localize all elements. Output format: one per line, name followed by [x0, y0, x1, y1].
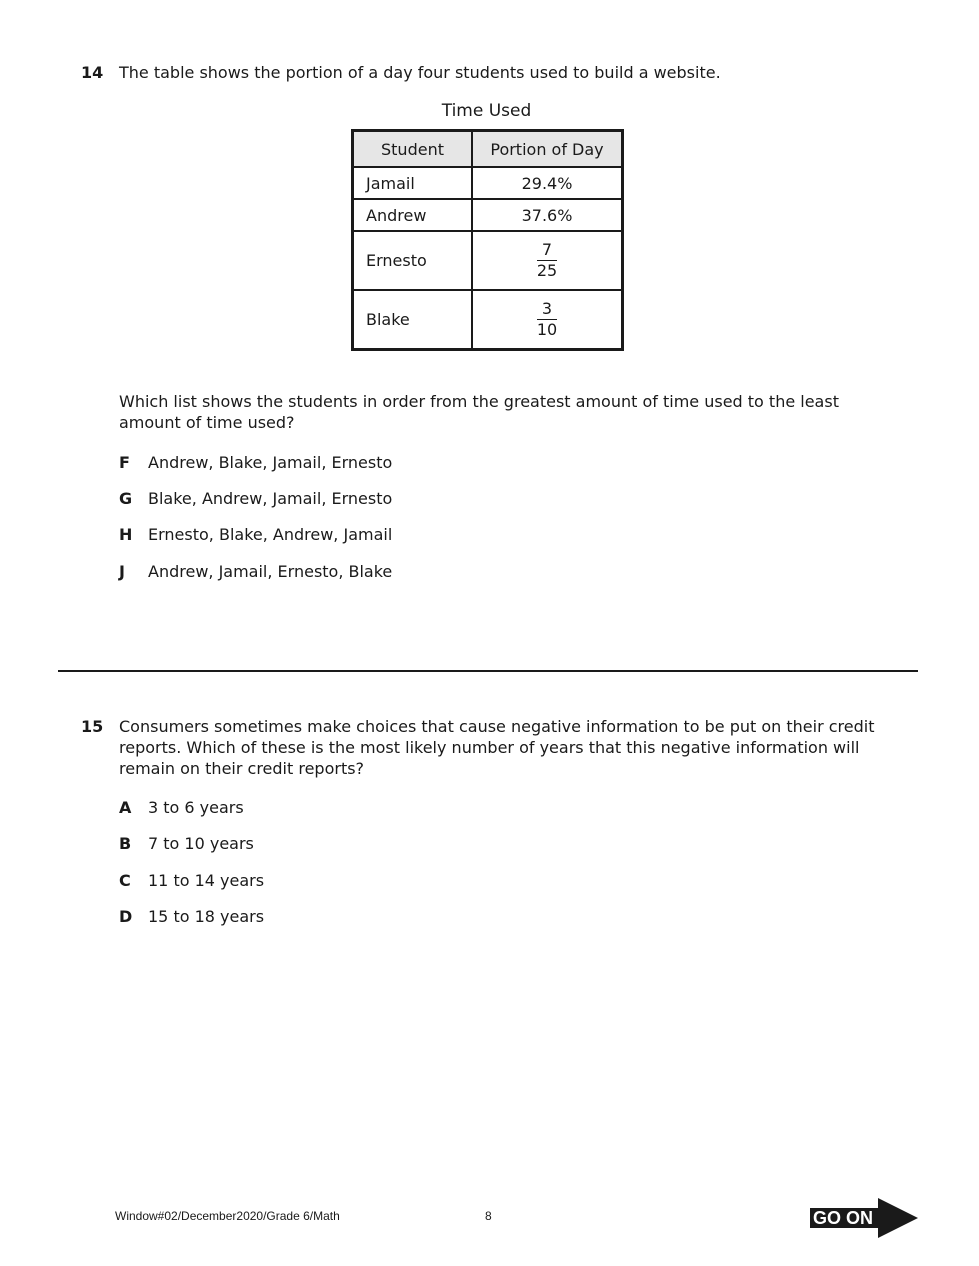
answer-choice-c[interactable] — [119, 870, 264, 891]
fraction-numerator: 3 — [537, 299, 557, 320]
question-14-number: 14 — [81, 63, 104, 82]
choice-letter: D — [119, 907, 133, 926]
choice-text: Ernesto, Blake, Andrew, Jamail — [148, 525, 393, 544]
fraction — [537, 240, 557, 281]
student-name: Ernesto — [353, 231, 473, 290]
question-14-stem: The table shows the portion of a day four students used to build a website. — [119, 63, 721, 82]
choice-text: 11 to 14 years — [148, 871, 265, 890]
page-number: 8 — [485, 1209, 492, 1223]
fraction-numerator: 7 — [537, 240, 557, 261]
fraction-denominator: 10 — [536, 319, 558, 339]
portion-fraction — [472, 290, 623, 349]
question-15-stem-line-3: remain on their credit reports? — [119, 759, 365, 778]
student-name: Andrew — [353, 199, 473, 231]
fraction — [537, 299, 557, 340]
footer-source: Window#02/December2020/Grade 6/Math — [115, 1209, 340, 1223]
go-on-arrow — [810, 1198, 920, 1238]
table-row — [353, 167, 623, 199]
student-name: Blake — [353, 290, 473, 349]
choice-letter: A — [119, 798, 132, 817]
answer-choice-a[interactable] — [119, 797, 244, 818]
choice-text: 3 to 6 years — [148, 798, 244, 817]
header-portion: Portion of Day — [472, 131, 623, 168]
answer-choice-d[interactable] — [119, 906, 264, 927]
table-row — [353, 199, 623, 231]
table-header-row — [353, 131, 623, 168]
choice-text: 15 to 18 years — [148, 907, 265, 926]
portion-value: 37.6% — [472, 199, 623, 231]
question-14-prompt-line-2: amount of time used? — [119, 413, 295, 432]
student-name: Jamail — [353, 167, 473, 199]
time-used-table — [351, 129, 624, 351]
table-row — [353, 231, 623, 290]
table-row — [353, 290, 623, 349]
choice-letter: G — [119, 489, 133, 508]
choice-letter: C — [119, 871, 131, 890]
answer-choice-h[interactable] — [119, 524, 392, 545]
choice-text: Blake, Andrew, Jamail, Ernesto — [148, 489, 393, 508]
answer-choice-b[interactable] — [119, 833, 254, 854]
table-title: Time Used — [441, 101, 532, 121]
question-15-stem-line-2: reports. Which of these is the most likely number of years that this negative information will — [119, 738, 860, 757]
choice-letter: H — [119, 525, 133, 544]
portion-value: 29.4% — [472, 167, 623, 199]
choice-letter: J — [119, 562, 125, 581]
choice-letter: F — [119, 453, 130, 472]
choice-text: Andrew, Blake, Jamail, Ernesto — [148, 453, 393, 472]
question-14-prompt-line-1: Which list shows the students in order from the greatest amount of time used to the least — [119, 392, 839, 411]
answer-choice-f[interactable] — [119, 452, 392, 473]
fraction-denominator: 25 — [536, 261, 558, 280]
question-15-stem-line-1: Consumers sometimes make choices that cause negative information to be put on their credit — [119, 717, 875, 736]
section-divider — [58, 670, 918, 672]
choice-text: Andrew, Jamail, Ernesto, Blake — [148, 562, 393, 581]
answer-choice-j[interactable] — [119, 561, 392, 582]
portion-fraction — [472, 231, 623, 290]
go-on-label: GO ON — [813, 1208, 874, 1228]
question-15-number: 15 — [81, 717, 104, 736]
choice-letter: B — [119, 834, 132, 853]
answer-choice-g[interactable] — [119, 488, 392, 509]
choice-text: 7 to 10 years — [148, 834, 254, 853]
header-student: Student — [353, 131, 473, 168]
